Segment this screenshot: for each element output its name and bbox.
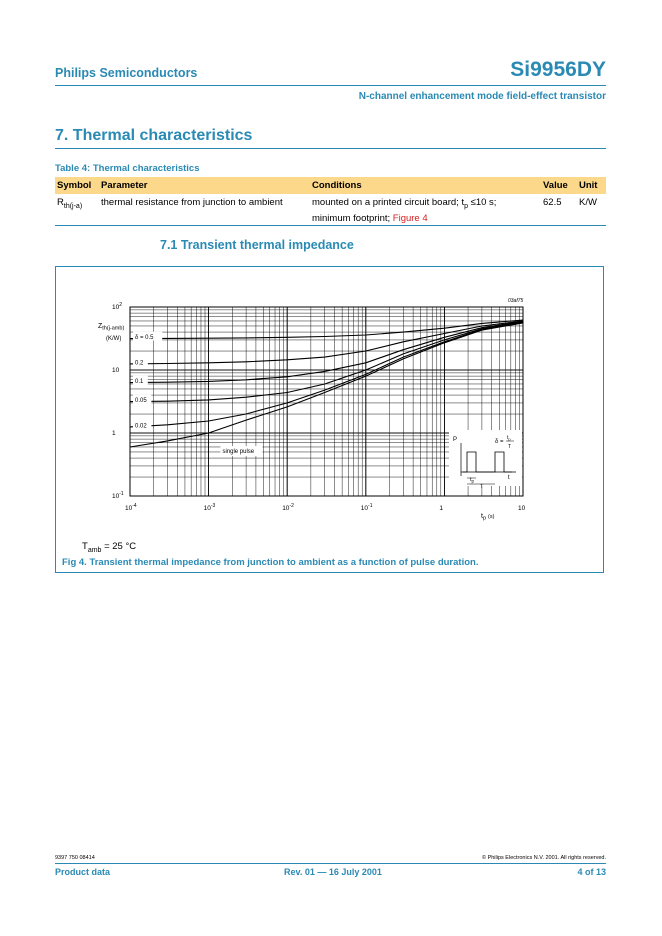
curve-label: δ = 0.5 xyxy=(135,335,154,342)
section-title: 7. Thermal characteristics xyxy=(55,127,253,144)
curve-label-single-pulse: single pulse xyxy=(222,449,255,456)
y-tick-label: 1 xyxy=(112,430,116,437)
document-number: 9397 750 08414 xyxy=(55,855,95,861)
inset-fraction-denominator: T xyxy=(508,444,512,450)
figure-code: 03af75 xyxy=(508,298,524,304)
column-header-parameter: Parameter xyxy=(101,180,148,191)
figure-caption: Fig 4. Transient thermal impedance from junction to ambient as a function of pulse duration. xyxy=(62,557,479,568)
y-tick-label: $10^{-1}$ xyxy=(112,491,124,500)
cell-parameter: thermal resistance from junction to ambient xyxy=(101,197,283,208)
company-name: Philips Semiconductors xyxy=(55,66,198,80)
curve-0-2 xyxy=(130,321,523,367)
x-tick-label: $10^{-2}$ xyxy=(282,503,294,512)
copyright-notice: © Philips Electronics N.V. 2001. All rights reserved. xyxy=(482,855,606,861)
inset-tp-label: $t_p$ xyxy=(470,477,475,484)
table-caption: Table 4: Thermal characteristics xyxy=(55,163,200,174)
document-subtitle: N-channel enhancement mode field-effect transistor xyxy=(358,91,606,102)
curve-0-1 xyxy=(130,321,523,382)
footer-page-number: 4 of 13 xyxy=(577,867,606,877)
y-tick-label: 10 xyxy=(112,367,120,374)
y-tick-label: $10^2$ xyxy=(112,302,123,311)
inset-p-label: P xyxy=(453,437,458,443)
cell-value: 62.5 xyxy=(543,197,562,208)
y-axis-label: $Z_{th(j-amb)}$ xyxy=(98,323,125,332)
curve-label: 0.1 xyxy=(135,379,144,386)
column-header-conditions: Conditions xyxy=(312,180,362,191)
curve-label: 0.02 xyxy=(135,423,147,430)
x-tick-label: $10^{-1}$ xyxy=(360,503,373,512)
chart-curves xyxy=(130,320,523,447)
inset-fraction-numerator: $t_p$ xyxy=(507,435,511,442)
cell-conditions: mounted on a printed circuit board; $t_p \le 10$ s; minimum footprint; Figure 4 xyxy=(312,197,497,224)
subsection-title: 7.1 Transient thermal impedance xyxy=(160,238,354,252)
column-header-symbol: Symbol xyxy=(57,180,92,191)
x-tick-label: 1 xyxy=(439,505,444,512)
figure-4-link[interactable]: Figure 4 xyxy=(392,212,428,224)
x-axis-label: $t_p$ $^{(s)}$ xyxy=(481,513,495,522)
footer-product-data: Product data xyxy=(55,867,111,877)
inset-period-label: T xyxy=(480,484,484,490)
inset-delta-label: δ = xyxy=(495,439,504,445)
curve-label: 0.05 xyxy=(135,398,147,405)
x-tick-label: $10^{-4}$ xyxy=(125,503,137,512)
part-number: Si9956DY xyxy=(510,58,606,81)
x-tick-label: 10 xyxy=(518,505,526,512)
footer-revision: Rev. 01 — 16 July 2001 xyxy=(284,867,382,877)
curve-single-pulse xyxy=(130,323,523,447)
y-axis-unit: (K/W) xyxy=(106,336,122,342)
column-header-value: Value xyxy=(543,180,568,191)
pulse-waveform-inset xyxy=(449,430,522,490)
ambient-temperature-note: $T_{amb} = 25$ °C xyxy=(82,541,137,554)
cell-unit: K/W xyxy=(579,197,597,208)
curve-labels xyxy=(133,332,262,456)
inset-t-label: t xyxy=(508,475,510,481)
x-tick-label: $10^{-3}$ xyxy=(203,503,216,512)
footer-rule xyxy=(55,863,606,864)
cell-symbol: $R_{th(j-a)}$ xyxy=(57,197,83,210)
curve-label: 0.2 xyxy=(135,360,144,367)
column-header-unit: Unit xyxy=(579,180,598,191)
